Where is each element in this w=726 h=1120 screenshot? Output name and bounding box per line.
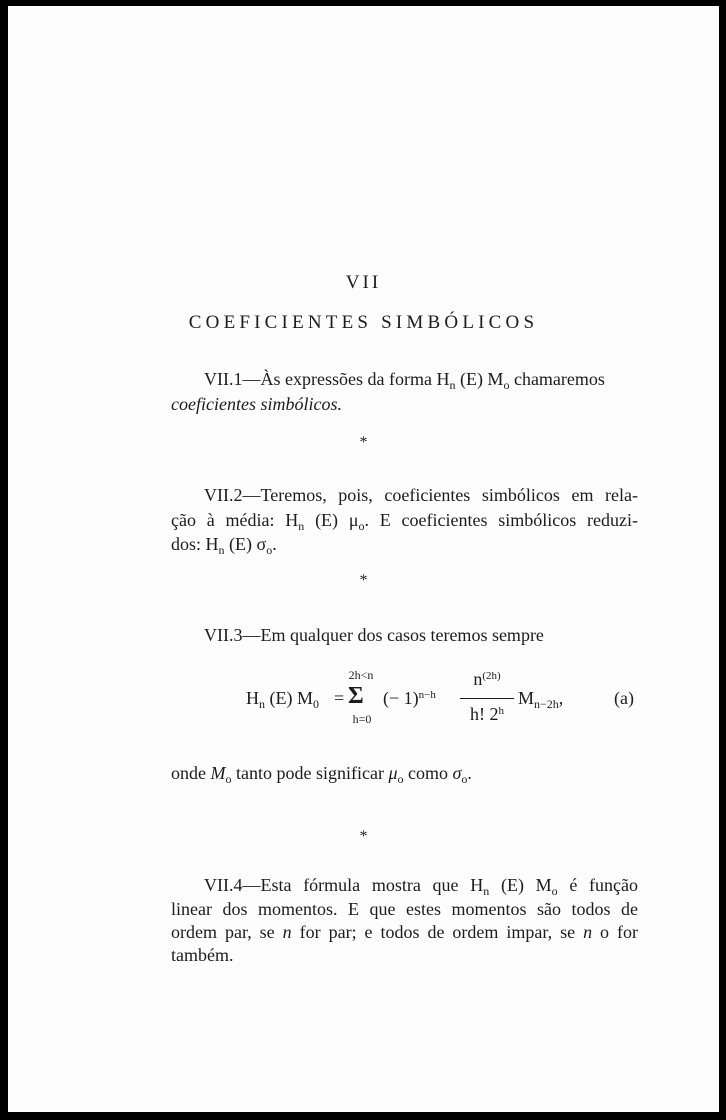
- text: (E) M: [459, 369, 504, 389]
- section-2-line-1: [204, 484, 638, 508]
- section-label: VII.3: [204, 625, 243, 645]
- subscript: o: [551, 884, 558, 898]
- subscript: n: [483, 884, 490, 898]
- text: dos: H: [171, 534, 219, 554]
- text: Em qualquer dos casos teremos sempre: [260, 625, 544, 645]
- text: n: [473, 669, 483, 689]
- superscript: (2h): [482, 670, 501, 682]
- text: (E) M: [269, 688, 313, 708]
- text: ,: [558, 688, 564, 708]
- text: (E) σ: [229, 534, 267, 554]
- section-1-line-2: [171, 393, 631, 417]
- text: .: [272, 534, 277, 554]
- text: chamaremos: [513, 369, 605, 389]
- superscript: n−h: [418, 689, 436, 701]
- text: ordem par, se: [171, 922, 275, 942]
- text: H: [246, 688, 259, 708]
- equation-a: [8, 666, 719, 736]
- subscript: o: [266, 543, 273, 557]
- subscript: n: [298, 519, 305, 533]
- section-4-line-2: linear dos momentos. E que estes momentos são todos de: [171, 899, 638, 919]
- chapter-title: COEFICIENTES SIMBÓLICOS: [188, 312, 539, 333]
- dash: —: [242, 485, 261, 505]
- subscript: o: [503, 378, 510, 392]
- dash: —: [242, 369, 261, 389]
- text: (E) μ: [315, 510, 359, 530]
- section-3-line-1: [204, 624, 638, 648]
- text: (E) M: [500, 875, 552, 895]
- text: Às expressões da forma H: [260, 369, 450, 389]
- text: Esta fórmula mostra que H: [260, 875, 484, 895]
- subscript: n: [449, 378, 456, 392]
- text: M: [518, 688, 535, 708]
- subscript: o: [397, 772, 404, 786]
- sum-lower-limit: h=0: [352, 712, 372, 726]
- equation-tag: (a): [614, 688, 634, 708]
- text: onde: [171, 763, 206, 783]
- text: o for: [600, 922, 639, 942]
- section-4-line-4: também.: [171, 945, 234, 965]
- subscript: n: [259, 697, 265, 711]
- section-4-line-1: [204, 874, 638, 898]
- summation-sign: Σ: [348, 683, 364, 709]
- moment-term: [518, 688, 563, 709]
- fraction-numerator: [460, 669, 514, 690]
- subscript: o: [461, 772, 468, 786]
- superscript: h: [498, 705, 504, 717]
- text: tanto pode significar: [236, 763, 384, 783]
- text: é função: [569, 875, 639, 895]
- italic-term: coeficientes simbólicos.: [171, 394, 342, 414]
- text: (− 1): [383, 688, 419, 708]
- document-page: [8, 6, 719, 1112]
- separator-star: *: [359, 572, 368, 589]
- italic-variable: n: [282, 922, 292, 942]
- text: . E coeficientes simbólicos reduzi-: [364, 510, 639, 530]
- subscript: n: [218, 543, 225, 557]
- sign-factor: [383, 688, 436, 709]
- section-label: VII.4: [204, 875, 243, 895]
- section-label: VII.2: [204, 485, 243, 505]
- dash: —: [242, 875, 261, 895]
- section-label: VII.1: [204, 369, 243, 389]
- italic-variable: n: [583, 922, 593, 942]
- italic-variable: M: [210, 763, 226, 783]
- sum-upper-limit: 2h<n: [348, 668, 374, 682]
- equation-note: [171, 762, 631, 786]
- separator-star: *: [359, 828, 368, 845]
- chapter-number: VII: [345, 272, 382, 293]
- dash: —: [242, 625, 261, 645]
- section-2-line-2: [171, 509, 638, 533]
- equals-sign: =: [334, 688, 345, 708]
- text: ção à média: H: [171, 510, 299, 530]
- italic-variable: σ: [452, 763, 462, 783]
- subscript: o: [225, 772, 232, 786]
- text: Teremos, pois, coeficientes simbólicos em rela-: [260, 485, 638, 505]
- section-1-line-1: [204, 368, 638, 392]
- text: como: [408, 763, 449, 783]
- section-4-line-3: [171, 921, 638, 945]
- subscript: o: [358, 519, 365, 533]
- fraction-bar: [460, 698, 514, 699]
- subscript: 0: [313, 697, 319, 711]
- equation-lhs: [246, 688, 319, 709]
- italic-variable: μ: [388, 763, 398, 783]
- text: h! 2: [470, 704, 499, 724]
- section-2-line-3: [171, 533, 371, 557]
- text: for par; e todos de ordem impar, se: [299, 922, 576, 942]
- fraction-denominator: [460, 704, 514, 725]
- subscript: n−2h: [534, 697, 559, 711]
- text: .: [467, 763, 472, 783]
- separator-star: *: [359, 434, 368, 451]
